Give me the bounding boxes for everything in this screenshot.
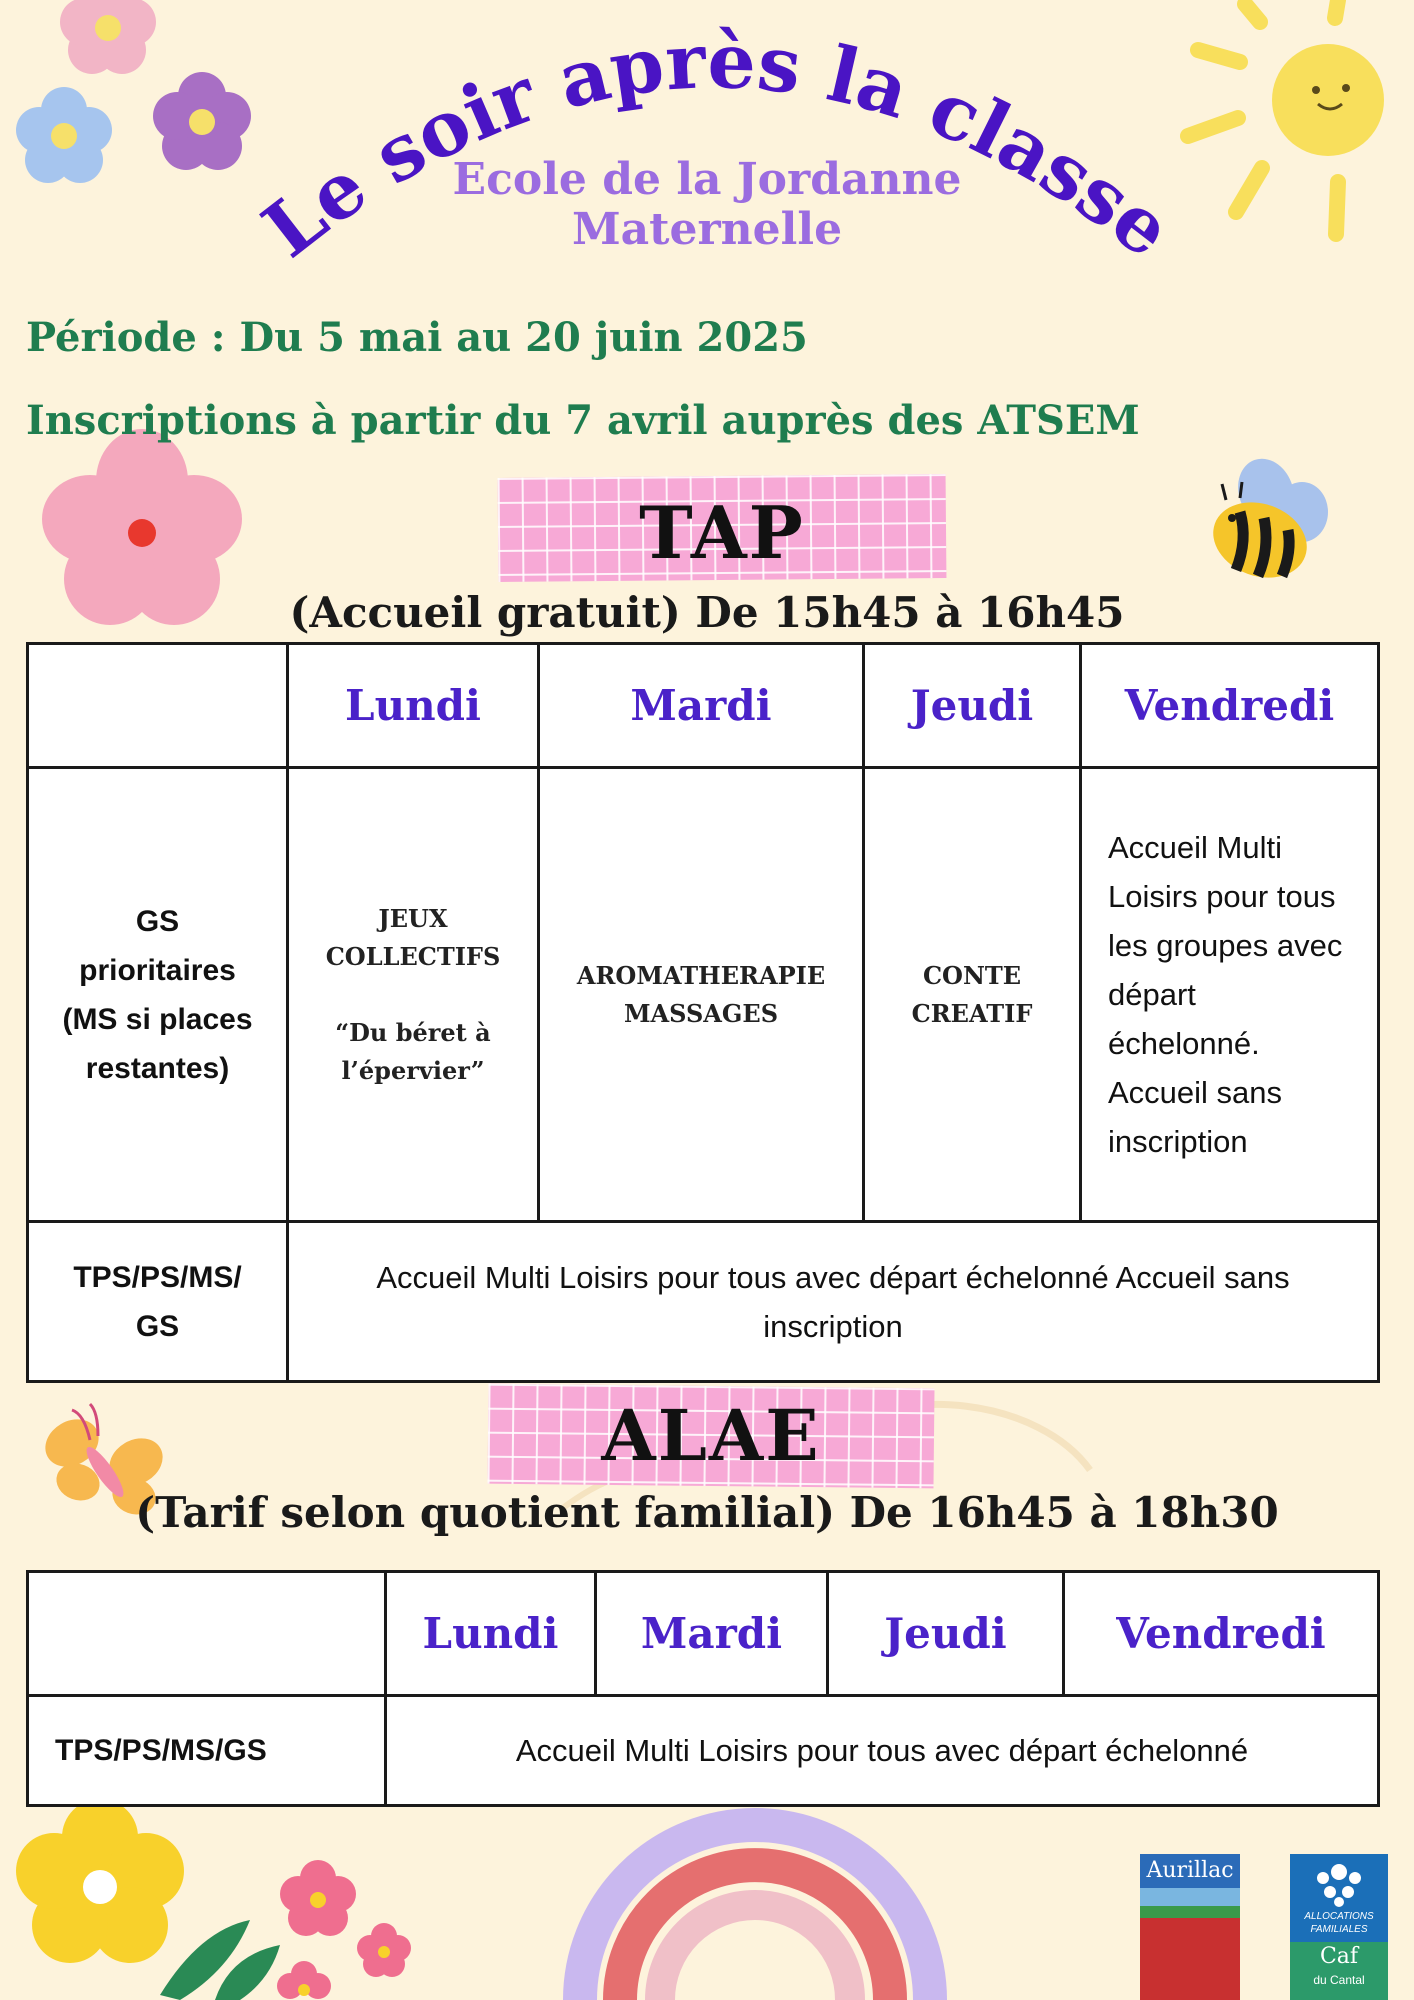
tap-header-row <box>28 644 1379 768</box>
period-text: Période : Du 5 mai au 20 juin 2025 <box>26 314 808 361</box>
caf-region: du Cantal <box>1313 1973 1365 1987</box>
pink-small-flower-icon <box>280 1860 356 1936</box>
svg-text:Le soir après la classe: Le soir après la classe <box>246 16 1189 275</box>
registration-text: Inscriptions à partir du 7 avril auprès des ATSEM <box>26 397 1140 444</box>
caf-logo <box>1290 1854 1388 2000</box>
aurillac-logo <box>1140 1854 1240 2000</box>
activity-lundi <box>288 768 539 1222</box>
activity-lundi-title: JEUX COLLECTIFS <box>325 903 501 971</box>
tap-title: TAP <box>639 490 805 575</box>
empty-header-cell <box>28 644 288 768</box>
day-header-lundi: Lundi <box>288 644 539 768</box>
caf-name: Caf <box>1319 1944 1359 1969</box>
activity-all-week: Accueil Multi Loisirs pour tous avec départ échelonné <box>386 1696 1379 1806</box>
tap-row-all <box>28 1222 1379 1382</box>
row-label-gs: GS prioritaires (MS si places restantes) <box>28 768 288 1222</box>
activity-vendredi: Accueil Multi Loisirs pour tous les groupes avec départ échelonné. Accueil sans inscription <box>1081 768 1379 1222</box>
alae-header-row <box>28 1572 1379 1696</box>
caf-line2: FAMILIALES <box>1310 1924 1368 1935</box>
empty-header-cell <box>28 1572 386 1696</box>
activity-mardi: AROMATHERAPIE MASSAGES <box>539 768 864 1222</box>
tap-row-gs <box>28 768 1379 1222</box>
day-header-mardi: Mardi <box>596 1572 828 1696</box>
activity-all-week: Accueil Multi Loisirs pour tous avec départ échelonné Accueil sans inscription <box>288 1222 1379 1382</box>
alae-schedule-table <box>26 1570 1380 1807</box>
caf-line1: ALLOCATIONS <box>1304 1911 1374 1922</box>
day-header-vendredi: Vendredi <box>1064 1572 1379 1696</box>
alae-subtitle: (Tarif selon quotient familial) De 16h45 à 18h30 <box>135 1488 1279 1537</box>
row-label-all: TPS/PS/MS/GS <box>28 1696 386 1806</box>
day-header-jeudi: Jeudi <box>828 1572 1064 1696</box>
day-header-lundi: Lundi <box>386 1572 596 1696</box>
day-header-vendredi: Vendredi <box>1081 644 1379 768</box>
tap-subtitle: (Accueil gratuit) De 15h45 à 16h45 <box>289 588 1125 637</box>
day-header-jeudi: Jeudi <box>864 644 1081 768</box>
row-label-all: TPS/PS/MS/ GS <box>28 1222 288 1382</box>
tap-schedule-table <box>26 642 1380 1383</box>
caf-family-icon <box>1290 1854 1388 1910</box>
alae-title: ALAE <box>601 1394 821 1477</box>
bee-icon <box>1203 451 1328 590</box>
school-level: Maternelle <box>571 204 843 255</box>
activity-lundi-subtitle: “Du béret à l’épervier” <box>335 1017 491 1085</box>
activity-jeudi: CONTE CREATIF <box>864 768 1081 1222</box>
school-name: Ecole de la Jordanne <box>452 154 962 205</box>
day-header-mardi: Mardi <box>539 644 864 768</box>
alae-row-all <box>28 1696 1379 1806</box>
aurillac-logo-text: Aurillac <box>1140 1854 1240 1888</box>
rainbow-icon <box>580 1825 930 2000</box>
yellow-flower-icon <box>16 1799 184 1963</box>
